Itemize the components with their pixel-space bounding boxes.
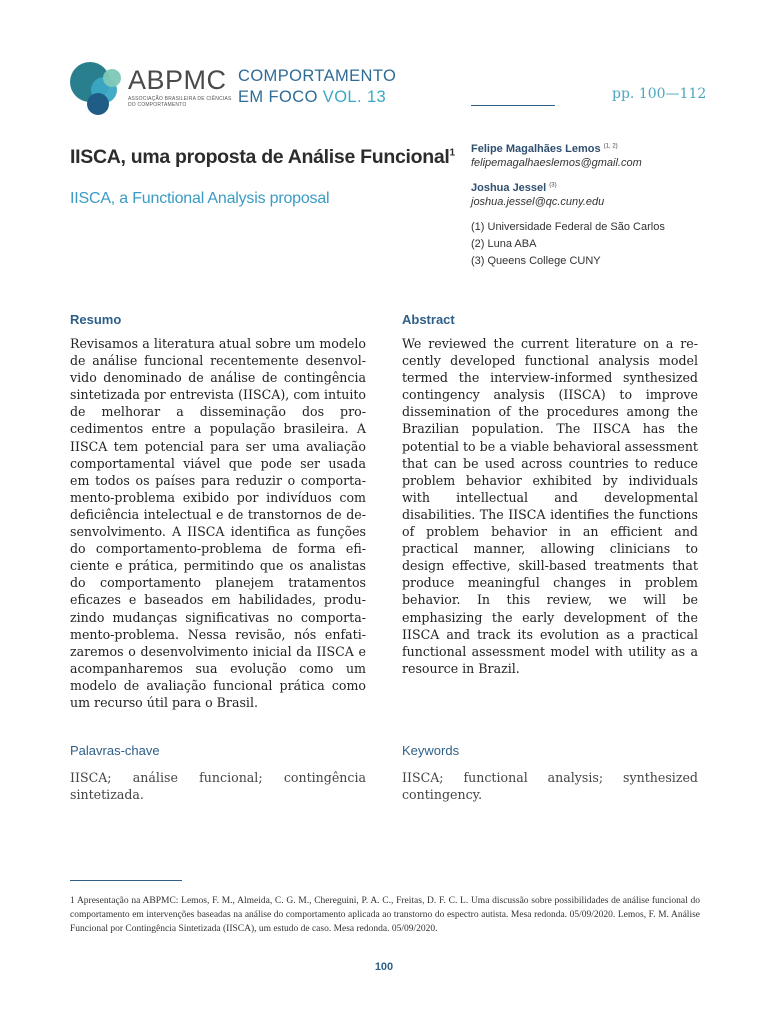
header-rule xyxy=(471,105,555,106)
affiliation-list xyxy=(471,219,665,270)
keywords-text: IISCA; functional analysis; synthesized contingency. xyxy=(402,770,698,802)
article-title xyxy=(70,146,455,169)
author-1 xyxy=(471,143,618,155)
keywords-heading: Keywords xyxy=(402,743,460,758)
affiliation-3: (3) Queens College CUNY xyxy=(471,255,601,267)
footnote: 1 Apresentação na ABPMC: Lemos, F. M., Almeida, C. G. M., Chereguini, P. A. C., Freitas, D. F. C. L. Uma discussão sobre possibilidades de análise funcional do comportamento em intervenções baseadas na análise do comportamento aplicada ao transtorno do espectro autista. Mesa redonda. 05/09/2020. Lemos, F. M. Análise Funcional por Contingência Sintetizada (IISCA), um estudo de caso. Mesa redonda. 05/09/2020. xyxy=(70,896,700,934)
resumo-heading: Resumo xyxy=(70,312,122,327)
page-range: pp. 100—112 xyxy=(612,86,707,102)
abpmc-logo-icon xyxy=(68,60,130,120)
author-1-affil: (1, 2) xyxy=(603,143,618,150)
author-2-affil: (3) xyxy=(549,182,557,189)
resumo-text: Revisamos a literatura atual sobre um modelo de análise funcional recentemente desenvolvido denominado de análise de contingência sintetizada por entrevista (IISCA), com intuito de melhorar a disseminação dos procedimentos entre a população brasileira. A IISCA tem potencial para ser uma avaliação comportamental viável que pode ser usada em todos os países para reduzir o comportamento-problema exibido por indivíduos com deficiência intelectual e de transtornos de desenvolvimento. A IISCA identifica as funções do comportamento-problema de forma eficiente e prática, permitindo que os analistas do comportamento planejem tratamentos eficazes e baseados em habilidades, produzindo mudanças significativas no comportamento-problema. Nessa revisão, nós enfatizaremos o desenvolvimento inicial da IISCA e acompanharemos sua evolução como um modelo de avaliação funcional prática como um recurso útil para o Brasil. xyxy=(70,336,366,710)
journal-line-1: COMPORTAMENTO xyxy=(238,67,397,85)
palavras-chave-text: IISCA; análise funcional; contingência sintetizada. xyxy=(70,770,366,802)
footnote-rule xyxy=(70,880,182,881)
journal-line-2 xyxy=(238,87,396,108)
logo-name: ABPMC xyxy=(128,65,227,95)
affiliation-1: (1) Universidade Federal de São Carlos xyxy=(471,221,665,233)
abstract-text: We reviewed the current literature on a recently developed functional analysis model termed the interview-informed synthesized contingency analysis (IISCA) to improve dissemination of the procedures among the Brazilian population. The IISCA has the potential to be a viable behavioral assessment that can be used across countries to reduce problem behavior exhibited by individuals with intellectual and developmental disabilities. The IISCA identifies the functions of problem behavior in an efficient and practical manner, allowing clinicians to design effective, skill-based treatments that produce meaningful changes in problem behavior. In this review, we will be emphasizing the early development of the IISCA and track its evolution as a practical functional assessment model with utility as a resource in Brazil. xyxy=(402,336,698,676)
article-subtitle: IISCA, a Functional Analysis proposal xyxy=(70,190,330,207)
journal-title xyxy=(238,66,396,108)
title-footnote-marker[interactable]: 1 xyxy=(449,147,455,159)
author-1-name: Felipe Magalhães Lemos xyxy=(471,143,601,155)
journal-volume: VOL. 13 xyxy=(322,88,387,106)
affiliation-2: (2) Luna ABA xyxy=(471,238,537,250)
journal-name-2: EM FOCO xyxy=(238,88,318,106)
author-2-email[interactable]: joshua.jessel@qc.cuny.edu xyxy=(471,196,605,208)
palavras-chave-heading: Palavras-chave xyxy=(70,743,160,758)
article-title-text: IISCA, uma proposta de Análise Funcional xyxy=(70,146,450,168)
author-1-email[interactable]: felipemagalhaeslemos@gmail.com xyxy=(471,157,642,169)
author-2 xyxy=(471,182,557,194)
page-number: 100 xyxy=(374,961,394,973)
author-2-name: Joshua Jessel xyxy=(471,182,547,194)
abstract-heading: Abstract xyxy=(402,312,455,327)
logo-subtitle: ASSOCIAÇÃO BRASILEIRA DE CIÊNCIAS DO COMPORTAMENTO xyxy=(128,96,232,108)
